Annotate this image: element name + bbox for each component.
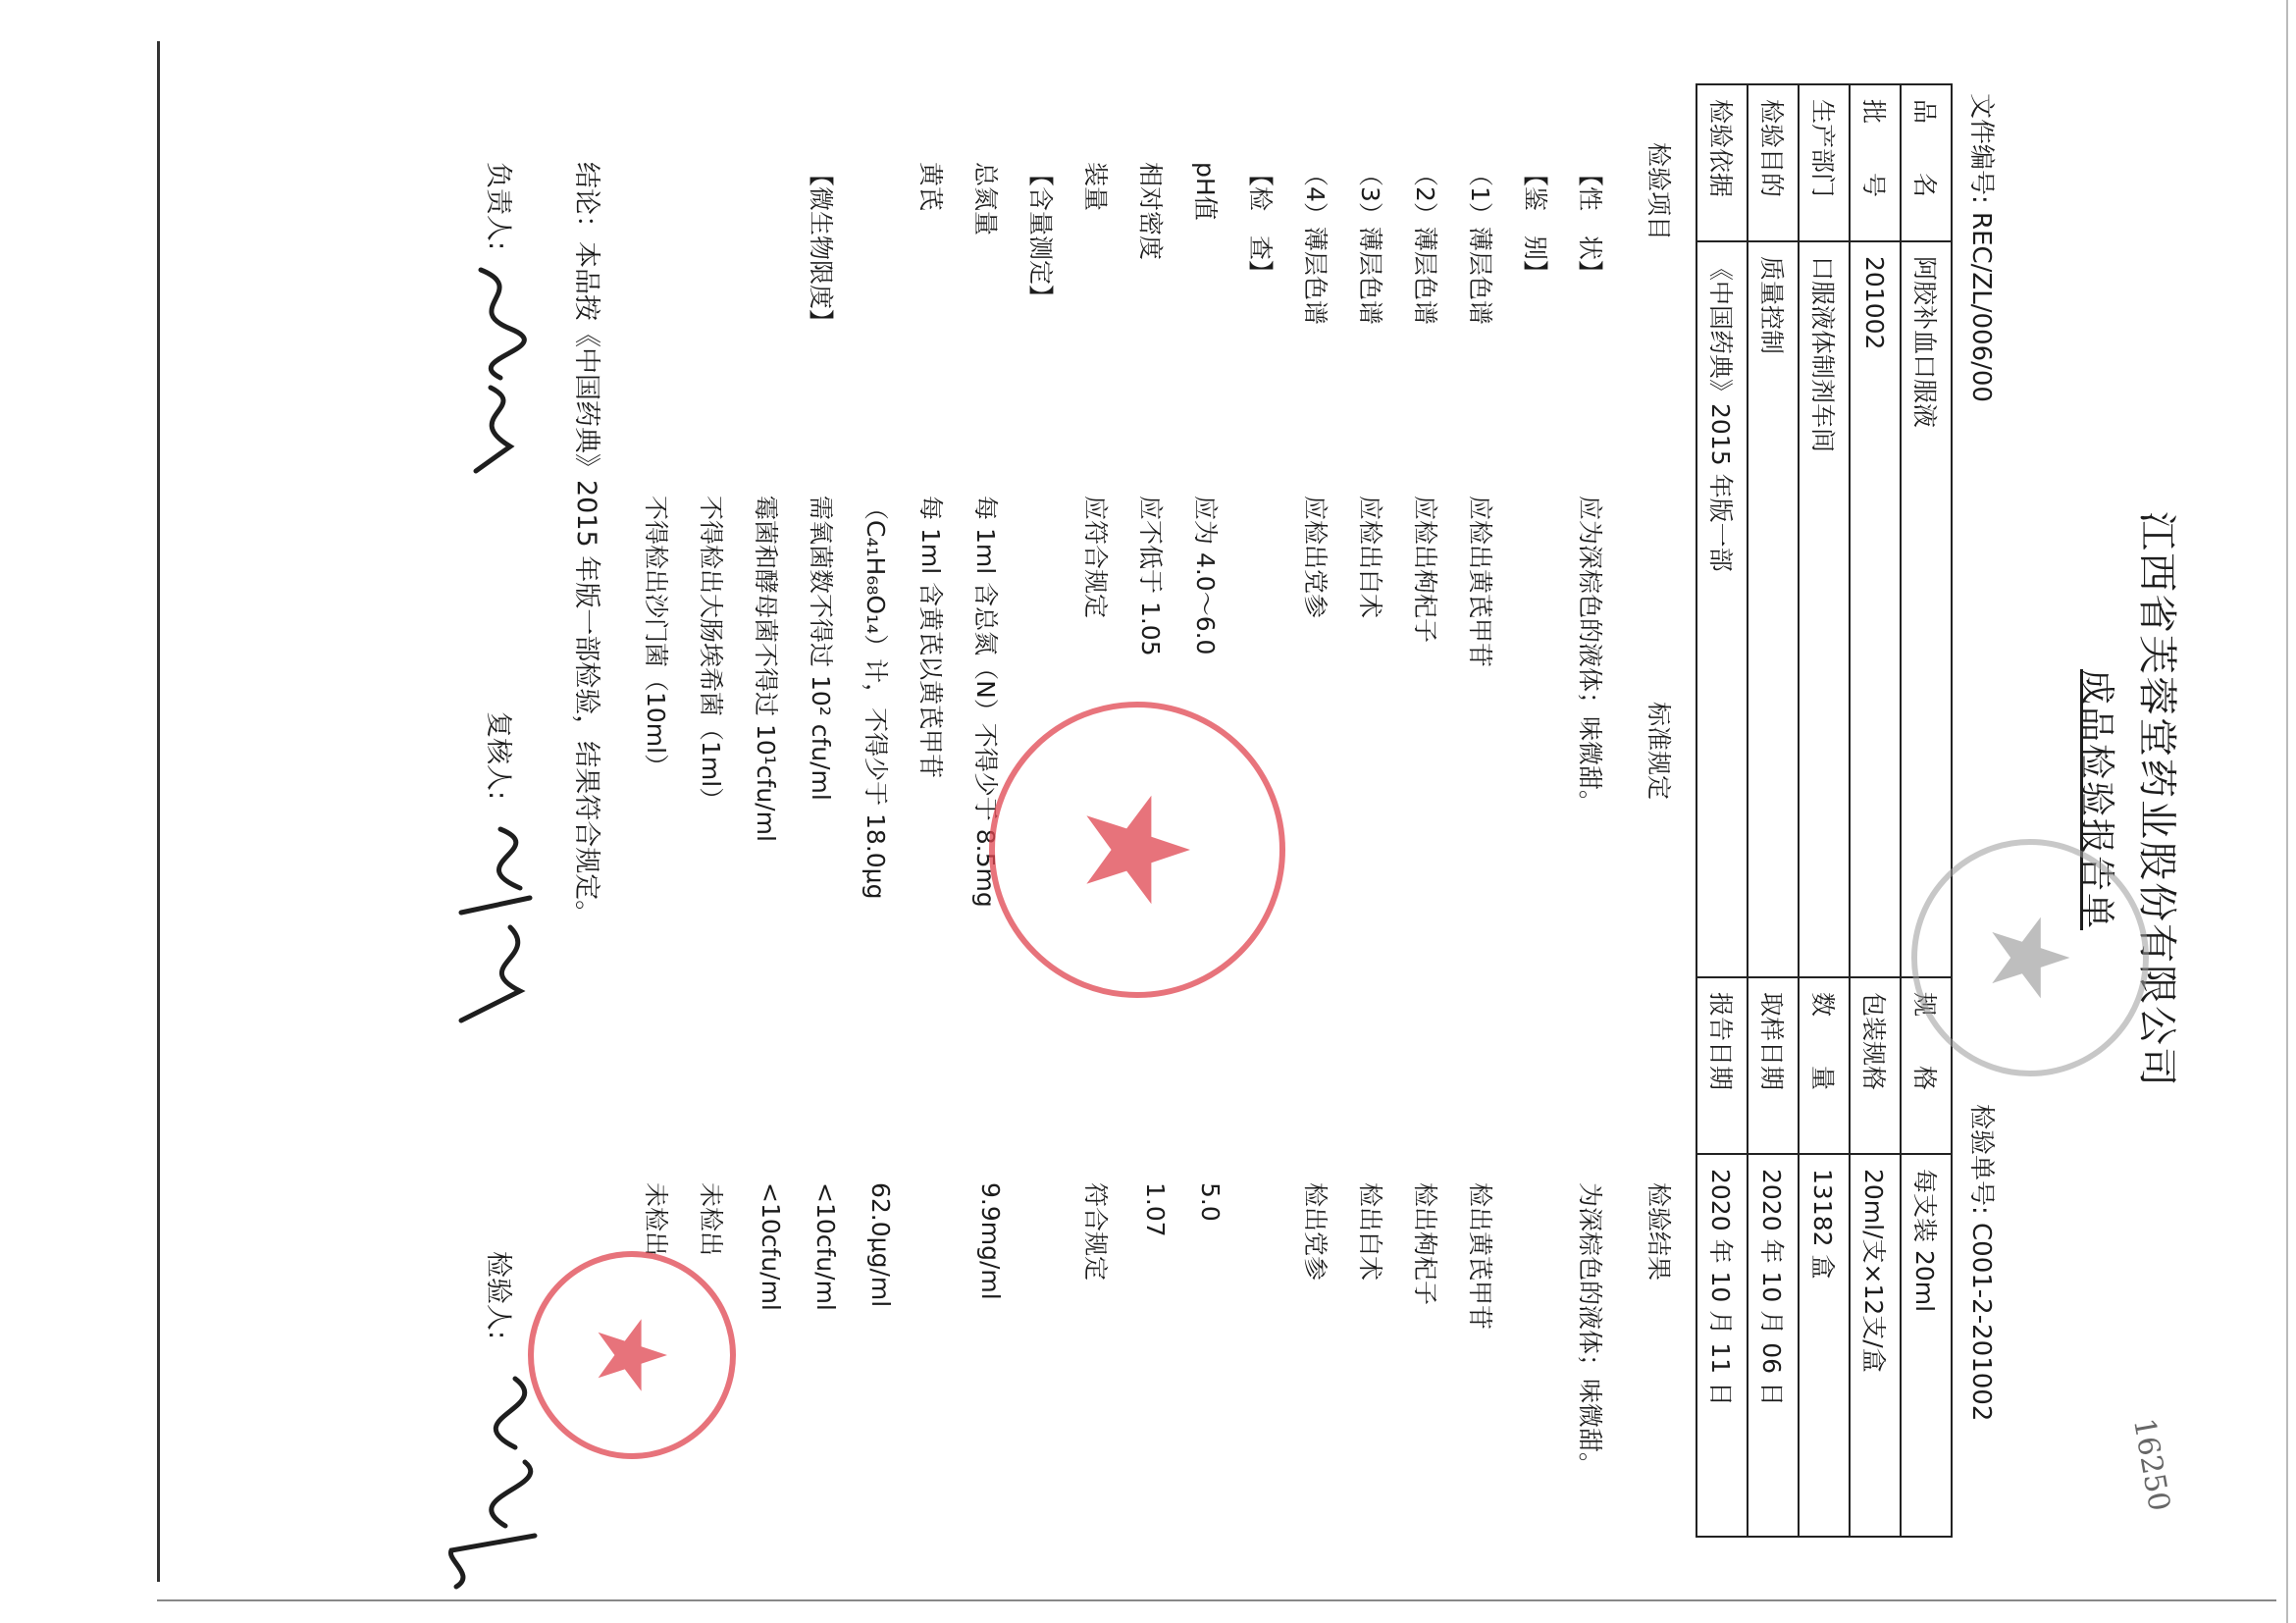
row-result: 5.0 [1196, 1182, 1225, 1222]
row-item: （2）薄层色谱 [1411, 162, 1439, 325]
qty-value: 13182 盒 [1799, 1154, 1850, 1537]
sample-date-label: 取样日期 [1748, 977, 1799, 1154]
row-result: 检出枸杞子 [1411, 1182, 1439, 1306]
row-result: 检出白术 [1356, 1182, 1384, 1282]
name-value: 阿胶补血口服液 [1901, 241, 1952, 977]
row-item: 装量 [1081, 162, 1110, 212]
row-result: <10cfu/ml [811, 1182, 840, 1311]
row-result: 未检出 [642, 1182, 670, 1257]
purpose-label: 检验目的 [1748, 84, 1799, 241]
row-standard: 每 1ml 含总氮（N）不得少于 8.5mg [971, 496, 1000, 908]
inspector-label: 检验人: [483, 1251, 513, 1340]
info-row [1799, 84, 1850, 1537]
report-title: 成品检验报告单 [2076, 668, 2116, 930]
row-item: 黄芪 [916, 162, 945, 212]
info-table [1696, 83, 1953, 1538]
row-standard: 霉菌和酵母菌不得过 10¹cfu/ml [752, 496, 780, 842]
row-result: 1.07 [1141, 1182, 1170, 1237]
row-item: （1）薄层色谱 [1466, 162, 1494, 325]
conclusion: 结论：本品按《中国药典》2015 年版一部检验，结果符合规定。 [571, 162, 601, 927]
row-standard: 不得检出大肠埃希菌（1ml） [697, 496, 725, 812]
pack-value: 20ml/支×12支/盒 [1850, 1154, 1901, 1537]
info-row [1901, 84, 1952, 1537]
row-item: 相对密度 [1136, 162, 1165, 261]
row-item: （3）薄层色谱 [1356, 162, 1384, 325]
company-name: 江西省芙蓉堂药业股份有限公司 [2134, 511, 2179, 1088]
column-header-item: 检验项目 [1644, 142, 1673, 241]
report-date-value: 2020 年 10 月 11 日 [1696, 1154, 1748, 1537]
row-standard: 每 1ml 含黄芪以黄芪甲苷 [916, 496, 945, 779]
row-standard: 应不低于 1.05 [1136, 496, 1165, 656]
row-standard: 应检出党参 [1301, 496, 1330, 619]
purpose-value: 质量控制 [1748, 241, 1799, 977]
row-result: 检出党参 [1301, 1182, 1330, 1282]
dept-value: 口服液体制剂车间 [1799, 241, 1850, 977]
quality-seal-center [989, 702, 1285, 998]
row-result: 为深棕色的液体；味微甜。 [1576, 1182, 1604, 1478]
row-standard: 应检出枸杞子 [1411, 496, 1439, 644]
report-number: 检验单号: C001-2-201002 [1966, 1104, 1996, 1422]
responsible-signature [442, 260, 549, 486]
row-result: 未检出 [697, 1182, 725, 1257]
column-header-result: 检验结果 [1644, 1182, 1673, 1282]
row-standard: 应符合规定 [1081, 496, 1110, 619]
responsible-label: 负责人: [483, 162, 513, 251]
spec-value: 每支装 20ml [1901, 1154, 1952, 1537]
quality-seal-bottom [528, 1251, 736, 1459]
pack-label: 包装规格 [1850, 977, 1901, 1154]
row-item: 【微生物限度】 [807, 162, 835, 335]
row-standard: （C₄₁H₆₈O₁₄）计，不得少于 18.0μg [861, 496, 890, 900]
scan-edge-right [2286, 0, 2288, 1623]
info-row [1850, 84, 1901, 1537]
info-row [1748, 84, 1799, 1537]
report-header [2074, 172, 2188, 1428]
inspection-report [128, 25, 2188, 1595]
basis-value: 《中国药典》2015 年版一部 [1696, 241, 1748, 977]
row-standard: 需氧菌数不得过 10² cfu/ml [807, 496, 835, 801]
row-item: 总氮量 [971, 162, 1000, 236]
row-item: pH值 [1191, 162, 1220, 221]
row-result: 9.9mg/ml [976, 1182, 1005, 1300]
reviewer-signature [442, 819, 559, 1035]
row-result: 符合规定 [1081, 1182, 1110, 1282]
star-icon [1078, 791, 1196, 909]
row-item: （4）薄层色谱 [1301, 162, 1330, 325]
row-result: <10cfu/ml [757, 1182, 785, 1311]
row-standard: 不得检出沙门菌（10ml） [642, 496, 670, 779]
row-standard: 应检出黄芪甲苷 [1466, 496, 1494, 668]
report-date-label: 报告日期 [1696, 977, 1748, 1154]
row-result: 检出黄芪甲苷 [1466, 1182, 1494, 1331]
row-item: 【检 查】 [1246, 162, 1275, 286]
row-item: 【鉴 别】 [1521, 162, 1549, 286]
company-seal-top [1911, 839, 2149, 1076]
scan-edge-bottom [157, 1599, 2276, 1601]
column-header-standard: 标准规定 [1644, 702, 1673, 801]
batch-label: 批 号 [1850, 84, 1901, 241]
basis-label: 检验依据 [1696, 84, 1748, 241]
reviewer-label: 复核人: [483, 711, 513, 801]
batch-value: 201002 [1850, 241, 1901, 977]
row-standard: 应检出白术 [1356, 496, 1384, 619]
info-row [1696, 84, 1748, 1537]
row-standard: 应为深棕色的液体；味微甜。 [1576, 496, 1604, 815]
sample-date-value: 2020 年 10 月 06 日 [1748, 1154, 1799, 1537]
corner-note: 16250 [2125, 1415, 2177, 1514]
star-icon [593, 1316, 671, 1394]
dept-label: 生产部门 [1799, 84, 1850, 241]
row-item: 【性 状】 [1576, 162, 1604, 286]
qty-label: 数 量 [1799, 977, 1850, 1154]
row-result: 62.0μg/ml [866, 1182, 895, 1308]
spec-label: 规 格 [1901, 977, 1952, 1154]
name-label: 品 名 [1901, 84, 1952, 241]
file-number: 文件编号: REC/ZL/006/00 [1966, 93, 1996, 402]
row-item: 【含量测定】 [1026, 162, 1055, 310]
row-standard: 应为 4.0～6.0 [1191, 496, 1220, 655]
star-icon [1986, 914, 2074, 1002]
